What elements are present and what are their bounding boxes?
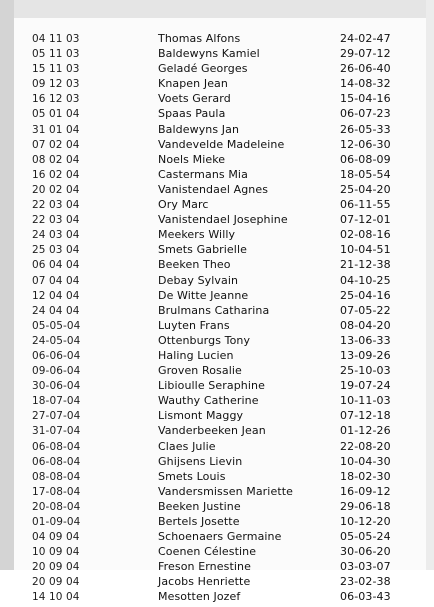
record-name: Beeken Theo [158, 258, 231, 272]
list-item [0, 214, 434, 229]
record-birth-date: 13-09-26 [340, 348, 391, 362]
record-name: Thomas Alfons [158, 32, 241, 45]
list-item [0, 63, 434, 78]
record-birth-date: 24-02-47 [340, 32, 391, 45]
record-date: 24 03 04 [32, 229, 80, 242]
record-name: Ottenburgs Tony [158, 333, 251, 347]
list-item [0, 108, 434, 123]
record-name: Vanderbeeken Jean [158, 424, 266, 438]
record-name: Castermans Mia [158, 167, 248, 181]
record-date: 20-08-04 [32, 500, 81, 513]
record-date: 12 04 04 [32, 289, 80, 302]
list-item [0, 305, 434, 320]
list-item [0, 486, 434, 501]
record-date: 05-05-04 [32, 319, 81, 332]
record-birth-date: 07-05-22 [340, 303, 391, 317]
list-item [0, 410, 434, 425]
list-item [0, 576, 434, 591]
record-name: Schoenaers Germaine [158, 530, 282, 544]
record-name: Lismont Maggy [158, 409, 244, 423]
record-birth-date: 30-06-20 [340, 545, 391, 559]
record-name: Vanistendael Agnes [158, 182, 269, 196]
list-item [0, 531, 434, 546]
record-date: 07 04 04 [32, 274, 80, 287]
record-name: Debay Sylvain [158, 273, 239, 287]
record-date: 25 03 04 [32, 244, 80, 257]
record-name: Wauthy Catherine [158, 394, 259, 408]
record-birth-date: 08-04-20 [340, 318, 391, 332]
record-birth-date: 18-02-30 [340, 469, 391, 483]
record-birth-date: 10-04-51 [340, 243, 391, 257]
record-name: De Witte Jeanne [158, 288, 249, 302]
list-item [0, 516, 434, 531]
list-item [0, 48, 434, 63]
record-birth-date: 06-11-55 [340, 198, 391, 212]
record-date: 15 11 03 [32, 63, 80, 76]
record-birth-date: 03-03-07 [340, 560, 391, 574]
record-birth-date: 07-12-01 [340, 213, 391, 227]
record-birth-date: 25-10-03 [340, 364, 391, 378]
record-name: Meekers Willy [158, 228, 236, 242]
record-name: Ory Marc [158, 198, 209, 212]
record-name: Geladé Georges [158, 62, 248, 76]
record-date: 06-08-04 [32, 440, 81, 453]
list-item [0, 456, 434, 471]
record-birth-date: 04-10-25 [340, 273, 391, 287]
list-item [0, 124, 434, 139]
record-birth-date: 18-05-54 [340, 167, 391, 181]
list-item [0, 199, 434, 214]
record-birth-date: 22-08-20 [340, 439, 391, 453]
record-birth-date: 25-04-16 [340, 288, 391, 302]
record-birth-date: 12-06-30 [340, 137, 391, 151]
record-birth-date: 06-03-43 [340, 590, 391, 604]
record-name: Coenen Célestine [158, 545, 257, 559]
record-birth-date: 14-08-32 [340, 77, 391, 91]
record-name: Voets Gerard [158, 92, 231, 106]
record-date: 10 09 04 [32, 546, 80, 559]
record-name: Beeken Justine [158, 499, 241, 513]
record-name: Mesotten Jozef [158, 590, 241, 604]
record-date: 31-07-04 [32, 425, 81, 438]
record-name: Jacobs Henriette [158, 575, 251, 589]
record-birth-date: 15-04-16 [340, 92, 391, 106]
record-date: 04 11 03 [32, 33, 80, 45]
record-name: Smets Louis [158, 469, 226, 483]
record-birth-date: 02-08-16 [340, 228, 391, 242]
record-birth-date: 06-07-23 [340, 107, 391, 121]
record-date: 09-06-04 [32, 365, 81, 378]
scan-top-margin [0, 0, 434, 18]
record-birth-date: 29-07-12 [340, 47, 391, 61]
record-date: 16 12 03 [32, 93, 80, 106]
record-birth-date: 10-11-03 [340, 394, 391, 408]
record-name: Vandersmissen Mariette [158, 484, 294, 498]
list-item [0, 546, 434, 561]
record-date: 20 02 04 [32, 183, 80, 196]
record-date: 06-06-04 [32, 349, 81, 362]
record-date: 17-08-04 [32, 485, 81, 498]
list-item [0, 365, 434, 380]
list-item [0, 229, 434, 244]
record-name: Baldewyns Jan [158, 122, 240, 136]
record-date: 09 12 03 [32, 78, 80, 91]
record-birth-date: 23-02-38 [340, 575, 391, 589]
record-date: 01-09-04 [32, 516, 81, 528]
record-name: Ghijsens Lievin [158, 454, 243, 468]
record-name: Claes Julie [158, 439, 216, 453]
record-name: Brulmans Catharina [158, 303, 270, 317]
list-item [0, 169, 434, 184]
record-date: 06 04 04 [32, 259, 80, 272]
list-item [0, 139, 434, 154]
record-date: 18-07-04 [32, 395, 81, 408]
list-item [0, 561, 434, 576]
record-date: 22 03 04 [32, 214, 80, 227]
record-date: 20 09 04 [32, 576, 80, 589]
record-birth-date: 25-04-20 [340, 182, 391, 196]
record-name: Vandevelde Madeleine [158, 137, 285, 151]
record-birth-date: 13-06-33 [340, 333, 391, 347]
record-date: 24 04 04 [32, 304, 80, 317]
list-item [0, 380, 434, 395]
record-birth-date: 05-05-24 [340, 530, 391, 544]
list-item [0, 350, 434, 365]
list-item [0, 471, 434, 486]
record-date: 20 09 04 [32, 561, 80, 574]
list-item [0, 93, 434, 108]
list-item [0, 290, 434, 305]
record-name: Freson Ernestine [158, 560, 251, 574]
records-list [0, 33, 434, 607]
list-item [0, 425, 434, 440]
record-date: 05 01 04 [32, 108, 80, 121]
record-name: Knapen Jean [158, 77, 228, 91]
list-item [0, 184, 434, 199]
record-birth-date: 21-12-38 [340, 258, 391, 272]
record-date: 24-05-04 [32, 334, 81, 347]
record-birth-date: 06-08-09 [340, 152, 391, 166]
list-item [0, 441, 434, 456]
record-name: Noels Mieke [158, 152, 226, 166]
record-date: 08-08-04 [32, 470, 81, 483]
list-item [0, 591, 434, 606]
record-date: 14 10 04 [32, 591, 80, 604]
list-item [0, 78, 434, 93]
record-name: Groven Rosalie [158, 364, 242, 378]
record-date: 07 02 04 [32, 138, 80, 151]
list-item [0, 154, 434, 169]
record-birth-date: 26-06-40 [340, 62, 391, 76]
list-item [0, 395, 434, 410]
record-birth-date: 26-05-33 [340, 122, 391, 136]
record-name: Bertels Josette [158, 515, 240, 528]
record-birth-date: 16-09-12 [340, 484, 391, 498]
record-birth-date: 10-12-20 [340, 515, 391, 528]
list-item [0, 320, 434, 335]
record-date: 06-08-04 [32, 455, 81, 468]
record-date: 05 11 03 [32, 48, 80, 61]
record-date: 22 03 04 [32, 199, 80, 212]
record-date: 16 02 04 [32, 168, 80, 181]
record-date: 30-06-04 [32, 380, 81, 393]
record-name: Spaas Paula [158, 107, 226, 121]
record-name: Vanistendael Josephine [158, 213, 288, 227]
record-date: 08 02 04 [32, 153, 80, 166]
list-item [0, 244, 434, 259]
record-name: Smets Gabrielle [158, 243, 247, 257]
list-item [0, 335, 434, 350]
list-item [0, 501, 434, 516]
record-date: 04 09 04 [32, 531, 80, 544]
record-name: Libioulle Seraphine [158, 379, 265, 393]
record-birth-date: 01-12-26 [340, 424, 391, 438]
list-item [0, 259, 434, 274]
record-birth-date: 29-06-18 [340, 499, 391, 513]
record-birth-date: 10-04-30 [340, 454, 391, 468]
record-birth-date: 19-07-24 [340, 379, 391, 393]
list-item [0, 275, 434, 290]
record-name: Baldewyns Kamiel [158, 47, 260, 61]
record-date: 31 01 04 [32, 123, 80, 136]
record-birth-date: 07-12-18 [340, 409, 391, 423]
record-date: 27-07-04 [32, 410, 81, 423]
record-name: Haling Lucien [158, 348, 234, 362]
record-name: Luyten Frans [158, 318, 230, 332]
list-item [0, 33, 434, 48]
